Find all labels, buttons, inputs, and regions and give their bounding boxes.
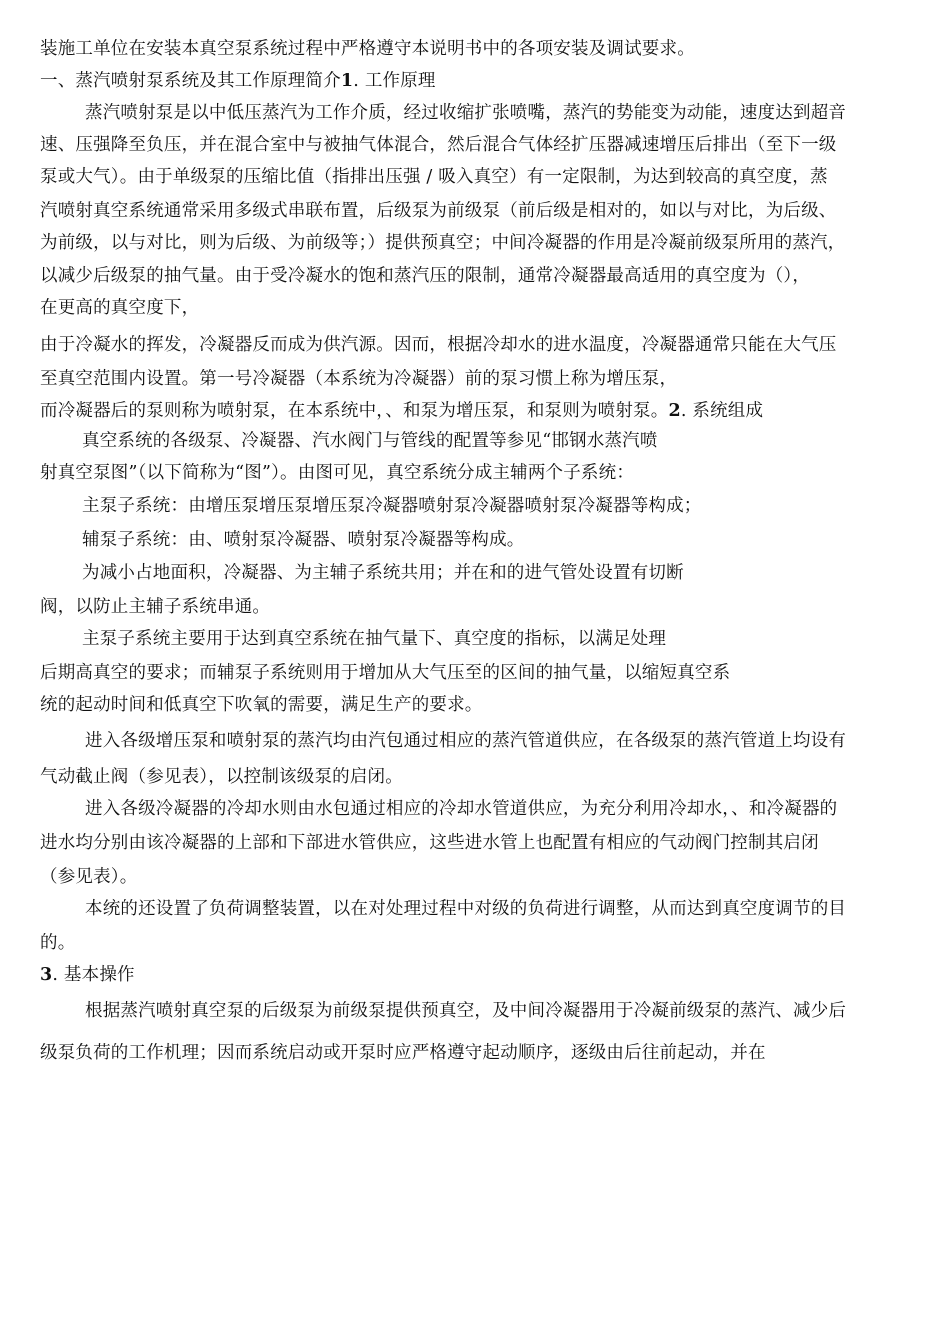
text-line: 速、压强降至负压，并在混合室中与被抽气体混合，然后混合气体经扩压器减速增压后排出（至下一级 (40, 135, 837, 155)
text-line: 主泵子系统：由增压泵增压泵增压泵冷凝器喷射泵冷凝器喷射泵冷凝器等构成； (82, 496, 702, 516)
text-line: 在更高的真空度下， (40, 298, 200, 318)
text-line: 后期高真空的要求；而辅泵子系统则用于增加从大气压至的区间的抽气量，以缩短真空系 (40, 663, 731, 683)
text-line: 由于冷凝水的挥发，冷凝器反而成为供汽源。因而，根据冷却水的进水温度，冷凝器通常只能在大气压 (40, 335, 837, 355)
text-line: 真空系统的各级泵、冷凝器、汽水阀门与管线的配置等参见“邯钢水蒸汽喷 (82, 431, 658, 451)
text-line: 泵或大气）。由于单级泵的压缩比值（指排出压强 / 吸入真空）有一定限制，为达到较高的真空度，蒸 (40, 167, 828, 187)
text-line: 辅泵子系统：由、喷射泵冷凝器、喷射泵冷凝器等构成。 (82, 530, 525, 550)
text-line: 至真空范围内设置。第一号冷凝器（本系统为冷凝器）前的泵习惯上称为增压泵， (40, 369, 678, 389)
text-line: （参见表）。 (40, 867, 138, 887)
text-line: 本统的还设置了负荷调整装置，以在对处理过程中对级的负荷进行调整，从而达到真空度调节的目 (85, 899, 847, 919)
section-heading: 3. 基本操作 (40, 965, 135, 985)
text-line: 为减小占地面积，冷凝器、为主辅子系统共用；并在和的进气管处设置有切断 (82, 563, 684, 583)
section-heading: 而冷凝器后的泵则称为喷射泵，在本系统中，、和泵为增压泵，和泵则为喷射泵。2. 系统组成 (40, 401, 764, 421)
text-line: 进水均分别由该冷凝器的上部和下部进水管供应，这些进水管上也配置有相应的气动阀门控制其启闭 (40, 833, 819, 853)
text-line: 的。 (40, 933, 76, 953)
text-line: 气动截止阀（参见表），以控制该级泵的启闭。 (40, 767, 403, 787)
text-line: 主泵子系统主要用于达到真空系统在抽气量下、真空度的指标，以满足处理 (82, 629, 667, 649)
text-line: 汽喷射真空系统通常采用多级式串联布置，后级泵为前级泵（前后级是相对的，如以与对比，为后级、 (40, 201, 837, 221)
text-line: 阀，以防止主辅子系统串通。 (40, 597, 271, 617)
text-line: 根据蒸汽喷射真空泵的后级泵为前级泵提供预真空，及中间冷凝器用于冷凝前级泵的蒸汽、减少后 (85, 1001, 847, 1021)
text-line: 统的起动时间和低真空下吹氧的需要，满足生产的要求。 (40, 695, 483, 715)
text-line: 进入各级增压泵和喷射泵的蒸汽均由汽包通过相应的蒸汽管道供应，在各级泵的蒸汽管道上均设有 (85, 731, 847, 751)
text-line: 射真空泵图”（以下简称为“图”）。由图可见，真空系统分成主辅两个子系统： (40, 463, 635, 483)
text-line: 级泵负荷的工作机理；因而系统启动或开泵时应严格遵守起动顺序，逐级由后往前起动，并在 (40, 1043, 766, 1063)
text-line: 为前级，以与对比，则为后级、为前级等；）提供预真空；中间冷凝器的作用是冷凝前级泵所用的蒸汽， (40, 233, 846, 253)
text-line: 蒸汽喷射泵是以中低压蒸汽为工作介质，经过收缩扩张喷嘴，蒸汽的势能变为动能，速度达到超音 (85, 103, 847, 123)
text-line: 以减少后级泵的抽气量。由于受冷凝水的饱和蒸汽压的限制，通常冷凝器最高适用的真空度为（）， (40, 266, 811, 286)
text-line: 进入各级冷凝器的冷却水则由水包通过相应的冷却水管道供应，为充分利用冷却水，、和冷凝器的 (85, 799, 838, 819)
text-line: 装施工单位在安装本真空泵系统过程中严格遵守本说明书中的各项安装及调试要求。 (40, 39, 695, 59)
section-heading: 一、蒸汽喷射泵系统及其工作原理简介1. 工作原理 (40, 71, 436, 91)
